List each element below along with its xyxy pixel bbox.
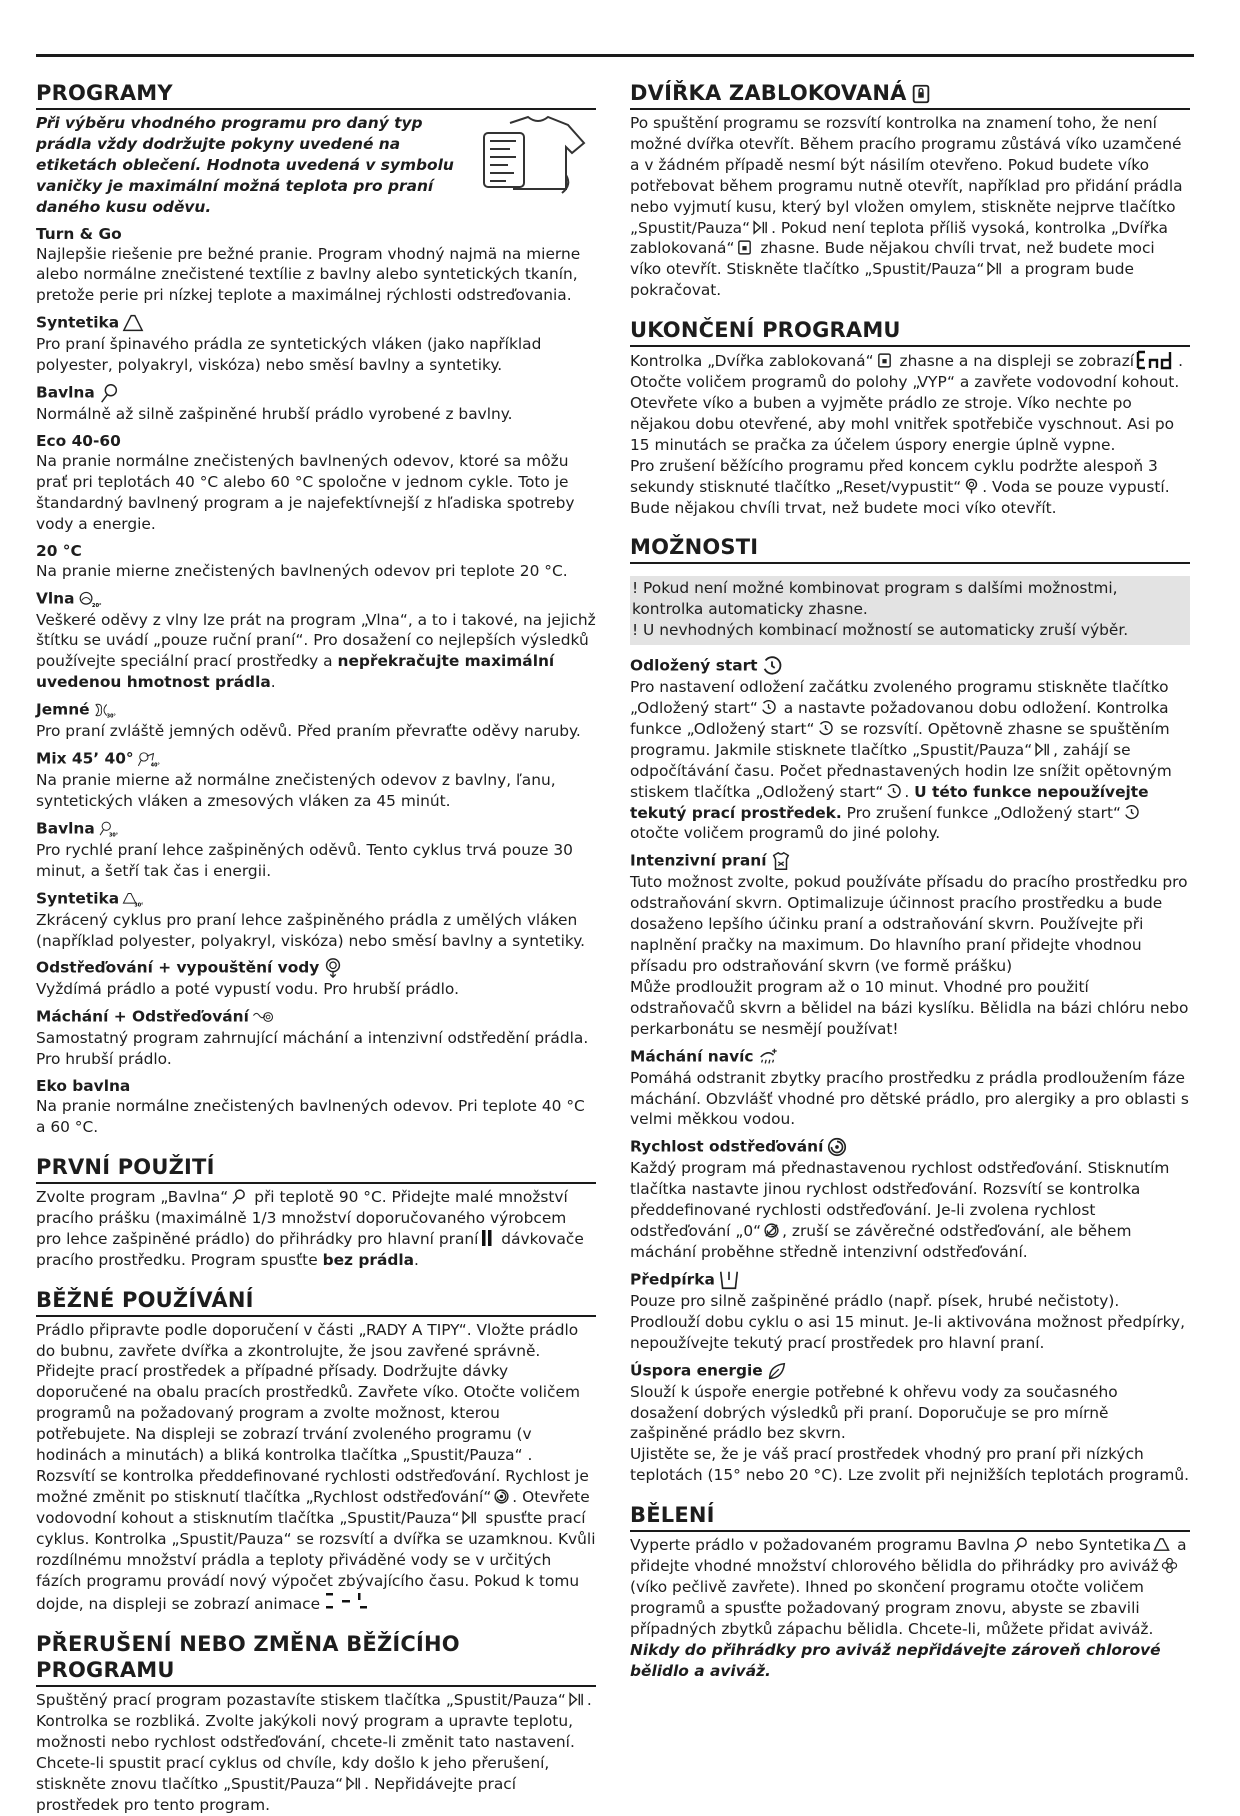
program-description-vlna: Veškeré oděvy z vlny lze prát na program „Vlna“, a to i takové, na jejichž štítku se uvádí „pouze ruční praní“. Pro dosažení co nejlepších výsledků používejte speciální prací prostředky a nepřekračujte maximální uvedenou hmotnost prádla.: [36, 610, 596, 692]
option-name-uspora: Úspora energie: [630, 1360, 1190, 1382]
program-description: Na pranie mierne až normálne znečistených odevov z bavlny, ľanu, syntetických vláken a zmesových vláken za 45 minút.: [36, 771, 556, 810]
cotton-icon: [230, 1188, 247, 1205]
program-name: Eco 40-60: [36, 431, 121, 450]
option-name-machani: Máchání navíc: [630, 1046, 1190, 1068]
program-name-rinse-spin: Máchání + Odstřeďování: [36, 1006, 596, 1028]
program-name-bavlna-30: Bavlna 30°: [36, 819, 118, 839]
garment-label-icon: [480, 115, 588, 195]
delicate-temp-label: 30°: [106, 714, 116, 720]
dvirka-text: Po spuštění programu se rozsvítí kontrolka na znamení toho, že není možné dvířka otevřít. Během pracího programu zůstává víko uzamčené a v žádném případě nesmí být násilím otevřeno. Pokud budete víko potřebovat během programu nutně otevřít, například pro přidání prádla nebo vyjmutí kusu, který byl vložen omylem, stiskněte nejprve tlačítko „Spustit/Pauza“ . Pokud není teplota příliš vysoká, kontrolka „Dvířka zablokovaná“ zhasne. Bude nějakou chvíli trvat, než budete moci víko otevřít. Stiskněte tlačítko „Spustit/Pauza“ a program bude pokračovat.: [630, 114, 1183, 300]
ukonceni-text: Kontrolka „Dvířka zablokovaná“ zhasne a na displeji se zobrazí . Otočte voličem programů do polohy „VYP“ a zavřete vodovodní kohout. Otevřete víko a buben a vyjměte prádlo ze stroje. Víko nechte po nějakou dobu otevřené, aby mohl vnitřek spotřebiče vyschnout. Asi po 15 minutách se pračka za účelem úspory energie úplně vypne.: [630, 352, 1183, 454]
start-pause-icon: [345, 1775, 362, 1792]
preruseni-text: Spuštěný prací program pozastavíte stiskem tlačítka „Spustit/Pauza“ . Kontrolka se rozbliká. Zvolte jakýkoli nový program a upravte teplotu, možnosti nebo rychlost odstřeďování, chcete-li změnit tato nastavení. Chcete-li spustit prací cyklus od chvíle, kdy došlo k jeho přerušení, stiskněte znovu tlačítko „Spustit/Pauza“ . Nepřidávejte prací prostředek pro tento program.: [36, 1691, 592, 1814]
mix-icon: [137, 748, 159, 770]
main-wash-compartment-icon: [481, 1229, 493, 1247]
program-name-jemne: Jemné 30°: [36, 700, 116, 720]
option-description-machani: Pomáhá odstranit zbytky pracího prostředku z prádla prodloužením fáze máchání. Obzvlášť vhodné pro dětské prádlo, pro alergiky a pro oblasti s velmi měkkou vodou.: [630, 1068, 1189, 1129]
options-warning-box: [630, 576, 1190, 645]
option-description-predpirka: Pouze pro silně zašpiněné prádlo (např. písek, hrubé nečistoty). Prodlouží dobu cyklu o asi 15 minut. Je-li aktivována možnost předpírky, nepoužívejte tekutý prací prostředek pro hlavní praní.: [630, 1291, 1186, 1352]
programy-intro-block: [36, 113, 596, 218]
left-column: [36, 62, 596, 1816]
option-name-intenzivni: Intenzivní praní: [630, 850, 1190, 872]
program-description: Najlepšie riešenie pre bežné pranie. Program vhodný najmä na mierne alebo normálne znečistené textílie z bavlny alebo syntetických tkanín, pretože perie pri nízkej teplote a maximálnej rýchlosti odstreďovania.: [36, 244, 581, 305]
mix-temp-label: 40°: [150, 763, 160, 769]
program-name-bavlna: Bavlna: [36, 382, 596, 404]
section-title-dvirka: DVÍŘKA ZABLOKOVANÁ: [630, 80, 1190, 110]
delay-start-icon: [761, 655, 783, 677]
start-pause-icon: [752, 219, 769, 236]
delicate-icon: [93, 699, 115, 721]
program-description: Zkrácený cyklus pro praní lehce zašpiněného prádla z umělých vláken (například polyester, polyakryl, viskóza) nebo směsí bavlny a syntetiky.: [36, 910, 586, 950]
start-pause-icon: [1034, 741, 1051, 758]
program-description: Na pranie normálne znečistených bavlnených odevov. Pri teplote 40 °C a 60 °C.: [36, 1097, 585, 1137]
top-rule: [36, 54, 1194, 57]
program-description: Na pranie mierne znečistených bavlnených odevov pri teplote 20 °C.: [36, 561, 568, 580]
extra-rinse-icon: [757, 1046, 779, 1068]
program-name: Turn & Go: [36, 224, 122, 243]
spin-drain-icon: [322, 957, 344, 979]
synth30-temp-label: 30°: [134, 903, 144, 909]
prvni-pouziti-text: Zvolte program „Bavlna“ při teplotě 90 °C. Přidejte malé množství pracího prášku (maximálně 1/3 množství doporučovaného výrobcem pro lehce zašpiněné prádlo) do přihrádky pro hlavní praní dávkovače pracího prostředku. Program spusťte bez prádla.: [36, 1188, 584, 1269]
program-description: Vyždímá prádlo a poté vypustí vodu. Pro hrubší prádlo.: [36, 980, 459, 999]
start-pause-icon: [986, 260, 1003, 277]
reset-drain-icon: [963, 478, 980, 495]
section-title-moznosti: MOŽNOSTI: [630, 534, 1190, 564]
section-title-programy: PROGRAMY: [36, 80, 596, 110]
option-description-uspora-2: Ujistěte se, že je váš prací prostředek vhodný pro praní při nízkých teplotách (15° nebo 20 °C). Lze zvolit při nejnižších teplotách programů.: [630, 1445, 1189, 1485]
program-name-syntetika-30: Syntetika 30°: [36, 889, 144, 909]
program-name-mix: Mix 45’ 40° 40°: [36, 749, 160, 769]
program-description: Pro rychlé praní lehce zašpiněných oděvů. Tento cyklus trvá pouze 30 minut, a šetří tak čas i energii.: [36, 840, 573, 880]
program-description: Pro praní špinavého prádla ze syntetických vláken (jako například polyester, polyakryl, viskóza) nebo směsí bavlny a syntetiky.: [36, 335, 542, 375]
section-title-preruseni: PŘERUŠENÍ NEBO ZMĚNA BĚŽÍCÍHO PROGRAMU: [36, 1631, 596, 1687]
bezne-pouzivani-text: Prádlo připravte podle doporučení v části „RADY A TIPY“. Vložte prádlo do bubnu, zavřete dvířka a zkontrolujte, že jsou zavřené správně. Přidejte prací prostředek a případné přísady. Dodržujte dávky doporučené na obalu pracích prostředků. Zavřete víko. Otočte voličem programů na požadovaný program a zvolte možnost, kterou potřebujete. Na displeji se zobrazí trvání zvoleného programu (v hodinách a minutách) a bliká kontrolka tlačítka „Spustit/Pauza“ . Rozsvítí se kontrolka předdefinované rychlosti odstřeďování. Rychlost je možné změnit po stisknutí tlačítka „Rychlost odstřeďování“ . Otevřete vodovodní kohout a stisknutím tlačítka „Spustit/Pauza“ spusťte prací cyklus. Kontrolka „Spustit/Pauza“ se rozsvítí a dvířka se uzamknou. Kvůli rozdílnému množství prádla a teploty přiváděné vody se v určitých fázích programu provádí nový výpočet zbývajícího času. Pokud k tomu dojde, na displeji se zobrazí animace: [36, 1320, 596, 1614]
options-warning-1: ! Pokud není možné kombinovat program s dalšími možnostmi, kontrolka automaticky zhasne.: [632, 579, 1118, 619]
program-description: Normálně až silně zašpiněné hrubší prádlo vyrobené z bavlny.: [36, 405, 513, 424]
option-description-uspora: Slouží k úspoře energie potřebné k ohřevu vody za současného dosažení dobrých výsledků při praní. Doporučuje se pro mírně zašpiněné prádlo bez skvrn.: [630, 1382, 1118, 1443]
delay-start-icon: [885, 783, 902, 800]
ukonceni-text-2: Pro zrušení běžícího programu před koncem cyklu podržte alespoň 3 sekundy stisknuté tlačítko „Reset/vypustit“ . Voda se pouze vypustí. Bude nějakou chvíli trvat, než budete moci víko otevřít.: [630, 456, 1170, 517]
cotton30-temp-label: 30°: [108, 833, 118, 839]
door-lock-icon: [910, 83, 932, 105]
synthetic-30-icon: [122, 888, 144, 910]
wool-temp-label: 20°: [91, 602, 102, 609]
prewash-icon: [718, 1269, 740, 1291]
beleni-text: Vyperte prádlo v požadovaném programu Bavlna nebo Syntetika a přidejte vhodné množství chlorového bělidla do přihrádky pro aviváž (víko pečlivě zavřete). Ihned po skončení programu otočte voličem programů a spusťte požadovaný program znovu, abyste se zbavili případných zbytků zápachu bělidla. Chcete-li, můžete přidat aviváž. Nikdy do přihrádky pro aviváž nepřidávejte zároveň chlorové bělidlo a aviváž.: [630, 1536, 1187, 1680]
door-lock-icon: [736, 239, 753, 256]
options-warning-2: ! U nevhodných kombinací možností se automaticky zruší výběr.: [632, 621, 1129, 640]
synthetic-icon: [122, 312, 144, 334]
program-name-vlna: Vlna 20°: [36, 589, 102, 609]
cotton-icon: [98, 382, 120, 404]
program-description: Pro praní zvláště jemných oděvů. Před praním převraťte oděvy naruby.: [36, 722, 581, 741]
delay-start-icon: [1123, 804, 1140, 821]
section-title-bezne-pouzivani: BĚŽNÉ POUŽÍVÁNÍ: [36, 1287, 596, 1317]
spin-speed-icon: [493, 1488, 510, 1505]
program-name-syntetika: Syntetika: [36, 312, 596, 334]
program-description: Na pranie normálne znečistených bavlnených odevov, ktoré sa môžu prať pri teplotách 40 °C alebo 60 °C spoločne v jednom cykle. Toto je štandardný bavlnený program a je najefektívnejší z hľadiska spotreby vody a energie.: [36, 451, 575, 533]
section-title-beleni: BĚLENÍ: [630, 1502, 1190, 1532]
rinse-spin-icon: [252, 1006, 274, 1028]
start-pause-icon: [568, 1691, 585, 1708]
start-pause-icon: [461, 1509, 478, 1526]
cotton-30-icon: [98, 818, 120, 840]
cotton-icon: [1012, 1536, 1029, 1553]
synthetic-icon: [1153, 1536, 1170, 1553]
option-name-odlozeny-start: Odložený start: [630, 655, 1190, 677]
program-name: Eko bavlna: [36, 1077, 131, 1096]
delay-start-icon: [817, 720, 834, 737]
program-name: 20 °C: [36, 541, 82, 560]
option-name-predpirka: Předpírka: [630, 1269, 1190, 1291]
eco-icon: [766, 1360, 788, 1382]
softener-flower-icon: [1161, 1557, 1178, 1574]
program-name-spin-drain: Odstřeďování + vypouštění vody: [36, 957, 596, 979]
section-title-prvni-pouziti: PRVNÍ POUŽITÍ: [36, 1154, 596, 1184]
spin-speed-icon: [826, 1136, 848, 1158]
option-description-intenzivni: Tuto možnost zvolte, pokud používáte přísadu do pracího prostředku pro odstraňování skvrn. Optimalizuje účinnost pracího prostředku a bude dosaženo lepšího účinku praní a odstraňování skvrn. Používejte při naplnění pračky na maximum. Do hlavního praní přidejte vhodnou přísadu pro odstraňování skvrn (ve formě prášku): [630, 873, 1188, 975]
wool-icon: [78, 588, 100, 610]
no-spin-icon: [763, 1222, 780, 1239]
intensive-wash-icon: [770, 850, 792, 872]
end-display-icon: [1136, 350, 1176, 370]
option-description-intenzivni-2: Může prodloužit program až o 10 minut. Vhodné pro použití odstraňovačů skvrn a bělidel na bázi kyslíku. Bělidla na bázi chlóru nebo perkarbonátu se nesmějí používat!: [630, 977, 1189, 1038]
door-lock-icon: [876, 352, 893, 369]
time-recalculation-animation-icon: [324, 1591, 370, 1611]
program-description: Samostatný program zahrnující máchání a intenzivní odstředění prádla. Pro hrubší prádlo.: [36, 1029, 589, 1069]
option-name-rychlost: Rychlost odstřeďování: [630, 1136, 1190, 1158]
programy-intro: Při výběru vhodného programu pro daný typ prádla vždy dodržujte pokyny uvedené na etiketách oblečení. Hodnota uvedená v symbolu vaničky je maximální možná teplota pro praní daného kusu oděvu.: [36, 114, 454, 216]
option-description-odlozeny: Pro nastavení odložení začátku zvoleného programu stiskněte tlačítko „Odložený start“ a nastavte požadovanou dobu odložení. Kontrolka funkce „Odložený start“ se rozsvítí. Opětovně zhasne se spuštěním programu. Jakmile stisknete tlačítko „Spustit/Pauza“ , zahájí se odpočítávání času. Počet přednastavených hodin lze snížit opětovným stiskem tlačítka „Odložený start“ . U této funkce nepoužívejte tekutý prací prostředek. Pro zrušení funkce „Odložený start“ otočte voličem programů do jiné polohy.: [630, 678, 1172, 843]
section-title-ukonceni: UKONČENÍ PROGRAMU: [630, 317, 1190, 347]
option-description-rychlost: Každý program má přednastavenou rychlost odstřeďování. Stisknutím tlačítka nastavte jinou rychlost odstřeďování. Rozsvítí se kontrolka předdefinované rychlosti odstřeďování. Je-li zvolena rychlost odstřeďování „0“ , zruší se závěrečné odstřeďování, ale během máchání proběhne středně intenzivní odstřeďování.: [630, 1159, 1170, 1261]
right-column: [630, 62, 1190, 1681]
delay-start-icon: [760, 699, 777, 716]
